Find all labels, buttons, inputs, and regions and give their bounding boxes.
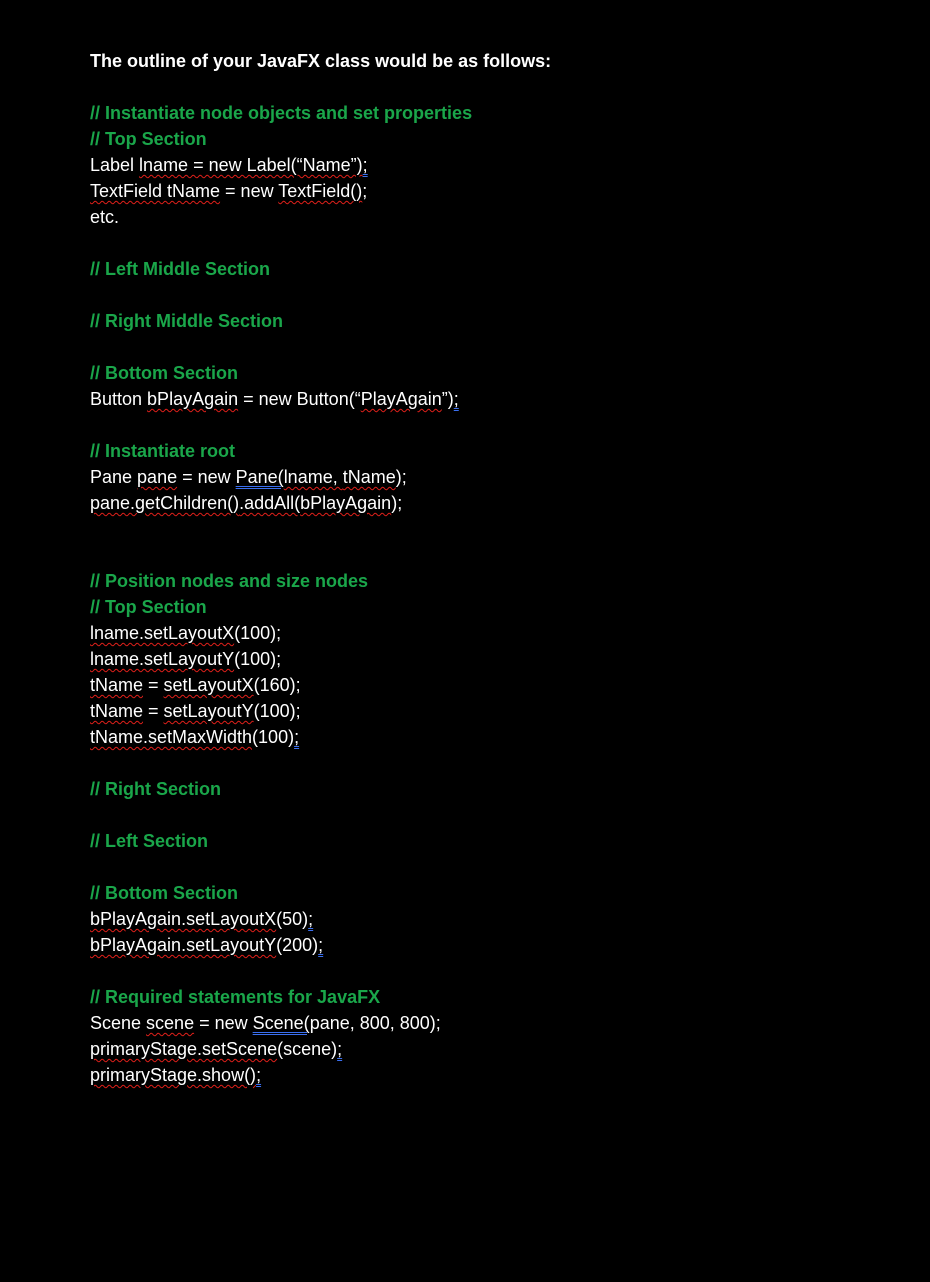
code-line-set-scene xyxy=(90,1036,890,1062)
code-token: = new xyxy=(220,181,279,201)
comment-left-section: // Left Section xyxy=(90,831,209,851)
code-line-label xyxy=(90,152,890,178)
comment-top-section: // Top Section xyxy=(90,129,207,149)
code-token: scene xyxy=(146,1013,195,1033)
code-token: (100) xyxy=(252,727,295,747)
code-token: bPlayAgain xyxy=(147,389,239,409)
code-token: Label xyxy=(90,155,140,175)
document-body xyxy=(90,48,890,1088)
code-token: Scene xyxy=(90,1013,147,1033)
code-token: (100); xyxy=(253,701,301,721)
code-token: Pane( xyxy=(235,467,284,487)
code-line-lname-y xyxy=(90,646,890,672)
code-line-lname-x xyxy=(90,620,890,646)
code-token: bPlayAgain xyxy=(300,493,392,513)
code-token: pane, 800, 800); xyxy=(309,1013,441,1033)
code-token: tName xyxy=(90,701,144,721)
blank-line xyxy=(90,750,890,776)
code-line-show xyxy=(90,1062,890,1088)
code-token: .addAll( xyxy=(239,493,301,513)
comment-required-statements: // Required statements for JavaFX xyxy=(90,987,381,1007)
code-token: ; xyxy=(256,1065,262,1085)
code-line-textfield xyxy=(90,178,890,204)
comment-right-middle-section: // Right Middle Section xyxy=(90,311,283,331)
code-token: ”) xyxy=(441,389,454,409)
comment-right-section: // Right Section xyxy=(90,779,222,799)
code-token: tName xyxy=(90,675,144,695)
code-token: ; xyxy=(308,909,314,929)
blank-line xyxy=(90,74,890,100)
blank-line xyxy=(90,282,890,308)
code-token: ); xyxy=(391,493,403,513)
code-token: bPlayAgain.setLayoutX xyxy=(90,909,277,929)
comment-instantiate-nodes: // Instantiate node objects and set properties xyxy=(90,103,473,123)
code-token: = xyxy=(143,675,164,695)
code-token: ); xyxy=(395,467,407,487)
code-line-etc: etc. xyxy=(90,207,120,227)
code-line-get-children xyxy=(90,490,890,516)
blank-line xyxy=(90,958,890,984)
code-token: setLayoutY xyxy=(163,701,254,721)
code-token: (scene) xyxy=(277,1039,338,1059)
code-token: (50) xyxy=(276,909,309,929)
code-token: pane.getChildren() xyxy=(90,493,240,513)
blank-line xyxy=(90,334,890,360)
code-token: lname.setLayoutX xyxy=(90,623,235,643)
document-heading: The outline of your JavaFX class would be as follows: xyxy=(90,51,552,71)
code-token: primaryStage.show() xyxy=(90,1065,257,1085)
code-token: (100); xyxy=(234,649,282,669)
comment-left-middle-section: // Left Middle Section xyxy=(90,259,271,279)
code-token: tName.setMaxWidth xyxy=(90,727,253,747)
code-token: (200) xyxy=(276,935,319,955)
comment-bottom-section: // Bottom Section xyxy=(90,883,238,903)
comment-top-section: // Top Section xyxy=(90,597,207,617)
blank-line xyxy=(90,542,890,568)
code-token: PlayAgain xyxy=(360,389,442,409)
code-token: = new Label(“Name”) xyxy=(188,155,363,175)
code-token: = xyxy=(143,701,164,721)
code-token: Scene( xyxy=(252,1013,310,1033)
comment-position-nodes: // Position nodes and size nodes xyxy=(90,571,369,591)
code-token: setLayoutX xyxy=(163,675,254,695)
code-token: lname.setLayoutY xyxy=(90,649,235,669)
code-token: = new xyxy=(177,467,236,487)
code-token: tName xyxy=(342,467,396,487)
code-line-tname-x xyxy=(90,672,890,698)
code-line-tname-y xyxy=(90,698,890,724)
code-token: ; xyxy=(362,181,368,201)
blank-line xyxy=(90,854,890,880)
code-token: lname, xyxy=(283,467,343,487)
code-line-scene xyxy=(90,1010,890,1036)
code-token: (160); xyxy=(253,675,301,695)
code-line-tname-maxwidth xyxy=(90,724,890,750)
code-line-button-x xyxy=(90,906,890,932)
code-token: ; xyxy=(362,155,368,175)
code-token: ; xyxy=(453,389,459,409)
blank-line xyxy=(90,516,890,542)
code-token: TextField() xyxy=(278,181,363,201)
code-token: lname xyxy=(139,155,189,175)
code-line-pane xyxy=(90,464,890,490)
blank-line xyxy=(90,802,890,828)
code-token: Button xyxy=(90,389,148,409)
code-token: = new Button(“ xyxy=(238,389,361,409)
code-token: TextField tName xyxy=(90,181,221,201)
code-line-button xyxy=(90,386,890,412)
code-token: bPlayAgain.setLayoutY xyxy=(90,935,277,955)
code-token: (100); xyxy=(234,623,282,643)
code-token: = new xyxy=(194,1013,253,1033)
code-token: primaryStage.setScene xyxy=(90,1039,278,1059)
code-line-button-y xyxy=(90,932,890,958)
blank-line xyxy=(90,230,890,256)
comment-instantiate-root: // Instantiate root xyxy=(90,441,236,461)
comment-bottom-section: // Bottom Section xyxy=(90,363,238,383)
blank-line xyxy=(90,412,890,438)
code-token: pane xyxy=(137,467,178,487)
code-token: ; xyxy=(294,727,300,747)
code-token: ; xyxy=(337,1039,343,1059)
code-token: ; xyxy=(318,935,324,955)
code-token: Pane xyxy=(90,467,138,487)
